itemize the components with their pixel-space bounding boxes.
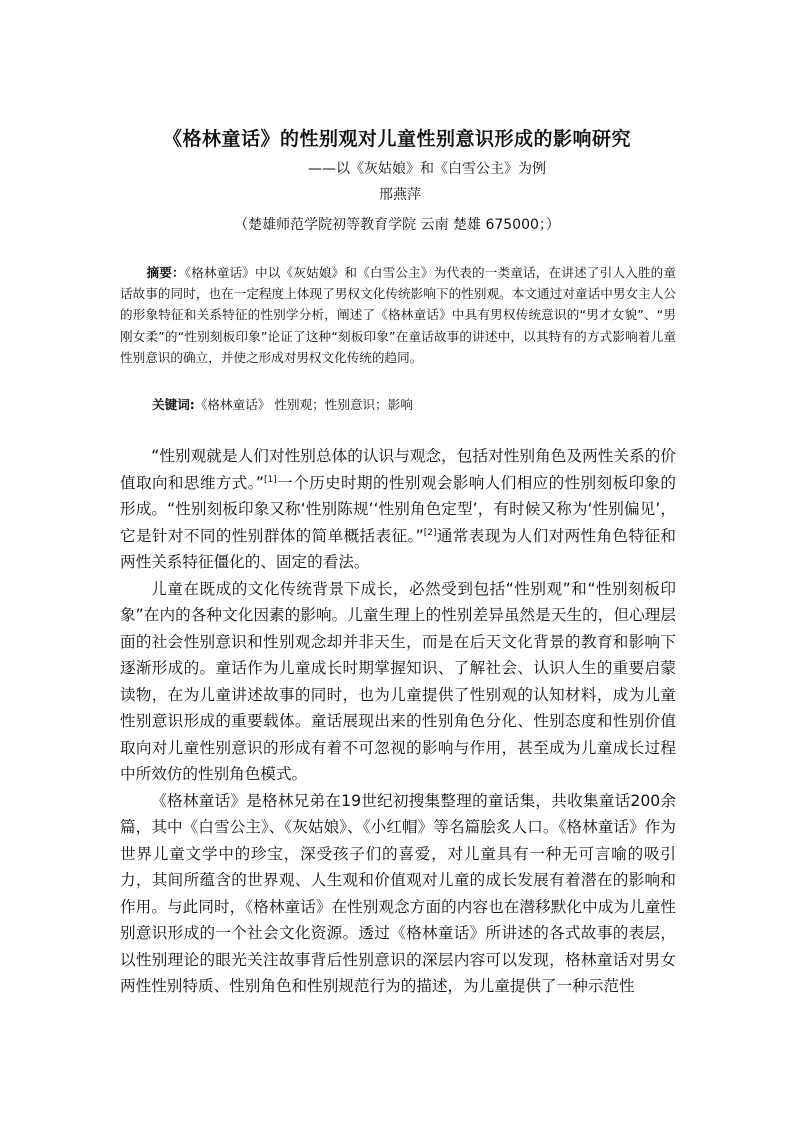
abstract-label: 摘要： [146,265,185,280]
paragraph-1 [120,443,676,576]
paragraph-1-part-b: 一个历史时期的性别观会影响人们相应的性别刻板印象的形成。“性别刻板印象又称‘性别陈规’‘性别角色定型’，有时候又称为‘性别偏见’，它是针对不同的性别群体的简单概括表征。” [120,473,676,545]
paper-subtitle: ——以《灰姑娘》和《白雪公主》为例 [308,161,546,177]
abstract-text: 《格林童话》中以《灰姑娘》和《白雪公主》为代表的一类童话，在讲述了引人入胜的童话故事的同时，也在一定程度上体现了男权文化传统影响下的性别观。本文通过对童话中男女主人公的形象特征和关系特征的性别学分析，阐述了《格林童话》中具有男权传统意识的“男才女貌”、“男刚女柔”的“性别刻板印象”论证了这种“刻板印象”在童话故事的讲述中，以其特有的方式影响着儿童性别意识的确立，并使之形成对男权文化传统的趋同。 [120,265,677,365]
abstract [120,262,676,368]
keywords [152,394,672,415]
keywords-text: 《格林童话》 性别观；性别意识；影响 [194,397,413,412]
paper-title: 《格林童话》的性别观对儿童性别意识形成的影响研究 [162,128,631,150]
paragraph-2: 儿童在既成的文化传统背景下成长，必然受到包括“性别观”和“性别刻板印象”在内的各种文化因素的影响。儿童生理上的性别差异虽然是天生的，但心理层面的社会性别意识和性别观念却并非天生，而是在后天文化背景的教育和影响下逐渐形成的。童话作为儿童成长时期掌握知识、了解社会、认识人生的重要启蒙读物，在为儿童讲述故事的同时，也为儿童提供了性别观的认知材料，成为儿童性别意识形成的重要载体。童话展现出来的性别角色分化、性别态度和性别价值取向对儿童性别意识的形成有着不可忽视的影响与作用，甚至成为儿童成长过程中所效仿的性别角色模式。 [120,579,676,783]
author-name: 邢燕萍 [379,187,421,203]
citation-1[interactable]: [1] [264,474,277,485]
paragraph-1-part-a: “性别观就是人们对性别总体的认识与观念，包括对性别角色及两性关系的价值取向和思维方式。” [120,447,676,492]
citation-2[interactable]: [2] [423,527,437,538]
paragraph-1-part-c: 通常表现为人们对两性角色特征和两性关系特征僵化的、固定的看法。 [120,526,676,571]
body-text [120,443,676,1000]
author-affiliation: （楚雄师范学院初等教育学院 云南 楚雄 675000；） [234,217,560,233]
keywords-label: 关键词: [152,397,195,412]
paragraph-3: 《格林童话》是格林兄弟在19世纪初搜集整理的童话集，共收集童话200余篇，其中《白雪公主》、《灰姑娘》、《小红帽》等名篇脍炙人口。《格林童话》作为世界儿童文学中的珍宝，深受孩子们的喜爱，对儿童具有一种无可言喻的吸引力，其间所蕴含的世界观、人生观和价值观对儿童的成长发展有着潜在的影响和作用。与此同时，《格林童话》在性别观念方面的内容也在潜移默化中成为儿童性别意识形成的一个社会文化资源。透过《格林童话》所讲述的各式故事的表层，以性别理论的眼光关注故事背后性别意识的深层内容可以发现，格林童话对男女两性性别特质、性别角色和性别规范行为的描述，为儿童提供了一种示范性 [120,791,676,995]
